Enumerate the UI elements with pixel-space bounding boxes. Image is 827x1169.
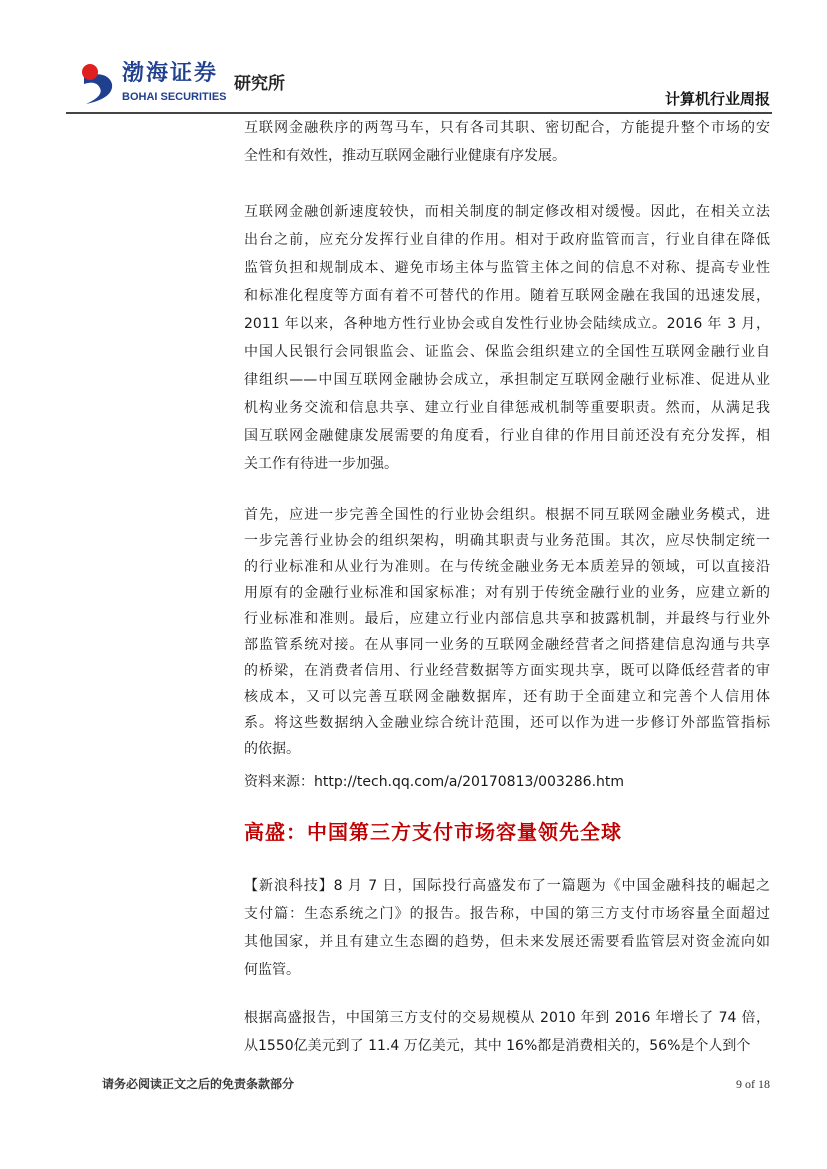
paragraph [244,872,770,984]
footer-disclaimer: 请务必阅读正文之后的免责条款部分 [102,1077,295,1091]
logo-chinese-name: 渤海证券 [122,60,219,86]
text-line: 监管负担和规制成本、避免市场主体与监管主体之间的信息不对称、提高专业性 [244,260,770,276]
text-line: 互联网金融秩序的两驾马车，只有各司其职、密切配合，方能提升整个市场的安 [244,120,770,136]
text-line: 中国人民银行会同银监会、证监会、保监会组织建立的全国性互联网金融行业自 [244,344,770,360]
section-heading: 高盛：中国第三方支付市场容量领先全球 [244,820,622,844]
text-line: 互联网金融创新速度较快，而相关制度的制定修改相对缓慢。因此，在相关立法 [244,204,770,220]
paragraph [244,198,770,478]
text-line: 【新浪科技】8 月 7 日，国际投行高盛发布了一篇题为《中国金融科技的崛起之 [244,878,770,894]
logo-mark-icon [78,62,118,106]
text-line: 一步完善行业协会的组织架构，明确其职责与业务范围。其次，应尽快制定统一 [244,533,770,549]
text-line: 的依据。 [244,741,300,757]
text-line: 首先，应进一步完善全国性的行业协会组织。根据不同互联网金融业务模式，进 [244,507,770,523]
paragraph [244,502,770,762]
report-type: 计算机行业周报 [664,90,770,108]
institute-label: 研究所 [234,74,285,94]
text-line: 2011 年以来，各种地方性行业协会或自发性行业协会陆续成立。2016 年 3 月， [244,316,770,332]
text-line: 部监管系统对接。在从事同一业务的互联网金融经营者之间搭建信息沟通与共享 [244,637,770,653]
text-line: 核成本，又可以完善互联网金融数据库，还有助于全面建立和完善个人信用体 [244,689,770,705]
text-line: 关工作有待进一步加强。 [244,456,398,472]
text-line: 支付篇：生态系统之门》的报告。报告称，中国的第三方支付市场容量全面超过 [244,906,770,922]
source-text: 资料来源：http://tech.qq.com/a/20170813/003286.htm [244,774,625,790]
text-line: 出台之前，应充分发挥行业自律的作用。相对于政府监管而言，行业自律在降低 [244,232,770,248]
text-line: 全性和有效性，推动互联网金融行业健康有序发展。 [244,148,566,164]
source-citation [244,768,770,796]
logo-english-name: BOHAI SECURITIES [122,91,227,103]
page-number: 9 of 18 [736,1077,770,1091]
text-line: 行业标准和准则。最后，应建立行业内部信息共享和披露机制，并最终与行业外 [244,611,770,627]
company-logo [78,60,298,110]
text-line: 的桥梁，在消费者信用、行业经营数据等方面实现共享，既可以降低经营者的审 [244,663,770,679]
text-line: 系。将这些数据纳入金融业综合统计范围，还可以作为进一步修订外部监管指标 [244,715,770,731]
text-line: 其他国家，并且有建立生态圈的趋势，但未来发展还需要看监管层对资金流向如 [244,934,770,950]
text-line: 机构业务交流和信息共享、建立行业自律惩戒机制等重要职责。然而，从满足我 [244,400,770,416]
paragraph [244,1004,770,1060]
text-line: 用原有的金融行业标准和国家标准；对有别于传统金融行业的业务，应建立新的 [244,585,770,601]
text-line: 何监管。 [244,962,300,978]
text-line: 律组织——中国互联网金融协会成立，承担制定互联网金融行业标准、促进从业 [244,372,770,388]
text-line: 和标准化程度等方面有着不可替代的作用。随着互联网金融在我国的迅速发展， [244,288,770,304]
text-line: 的行业标准和从业行为准则。在与传统金融业务无本质差异的领域，可以直接沿 [244,559,770,575]
text-line: 国互联网金融健康发展需要的角度看，行业自律的作用目前还没有充分发挥，相 [244,428,770,444]
paragraph [244,114,770,170]
text-line: 从1550亿美元到了 11.4 万亿美元，其中 16%都是消费相关的，56%是个人到个 [244,1038,751,1054]
text-line: 根据高盛报告，中国第三方支付的交易规模从 2010 年到 2016 年增长了 74 倍， [244,1010,770,1026]
